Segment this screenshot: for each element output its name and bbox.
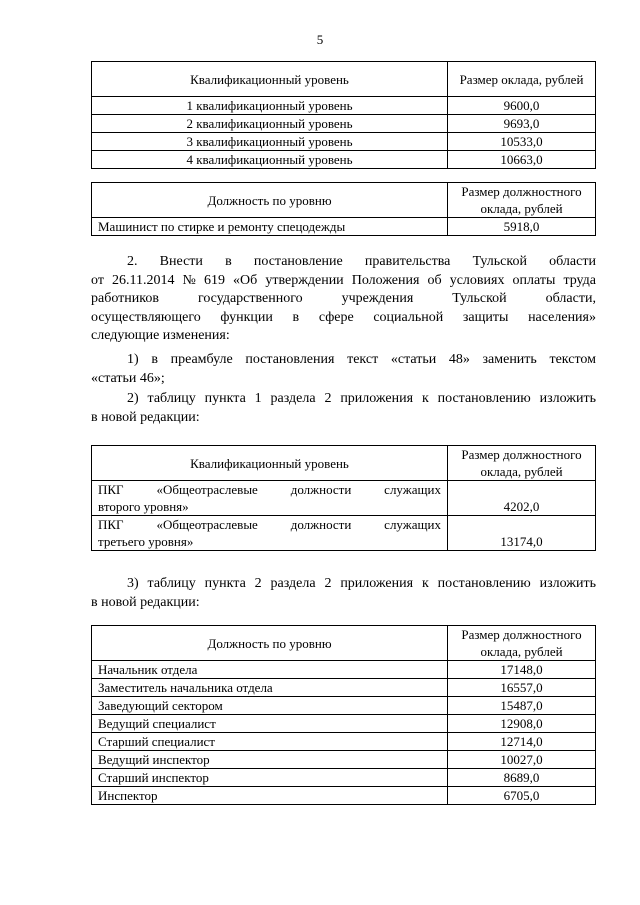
word: раздела bbox=[270, 391, 316, 406]
word: Положения bbox=[351, 272, 420, 288]
paragraph-subitem-3 bbox=[91, 575, 596, 612]
word: служащих bbox=[384, 517, 441, 532]
word: сфере bbox=[318, 309, 354, 325]
word: функции bbox=[220, 309, 273, 325]
row-value: 10027,0 bbox=[448, 751, 596, 769]
table-row bbox=[92, 769, 596, 787]
row-value: 12714,0 bbox=[448, 733, 596, 751]
word: в bbox=[151, 352, 158, 367]
row-value: 10663,0 bbox=[448, 151, 596, 169]
table-row bbox=[92, 679, 596, 697]
table-row bbox=[92, 481, 596, 516]
word: «Об bbox=[233, 272, 258, 288]
row-value: 16557,0 bbox=[448, 679, 596, 697]
row-label: 1 квалификационный уровень bbox=[92, 97, 448, 115]
text-line: в новой редакции: bbox=[91, 409, 200, 425]
word: 2 bbox=[254, 576, 262, 591]
word: области bbox=[549, 254, 596, 269]
text-line bbox=[91, 351, 596, 370]
word: области, bbox=[545, 291, 596, 306]
word: в bbox=[225, 254, 232, 269]
table-pkg-salary bbox=[91, 445, 596, 551]
text-line bbox=[91, 272, 596, 291]
row-label: Ведущий специалист bbox=[92, 715, 448, 733]
word: населения» bbox=[528, 309, 596, 325]
word: Тульской bbox=[452, 291, 507, 306]
row-value: 9693,0 bbox=[448, 115, 596, 133]
row-label: Инспектор bbox=[92, 787, 448, 805]
header-level: Квалификационный уровень bbox=[92, 62, 448, 97]
paragraph-subitem-2 bbox=[91, 390, 596, 427]
word: изложить bbox=[539, 576, 596, 591]
header-salary: Размер должностного оклада, рублей bbox=[448, 183, 596, 218]
word: пункта bbox=[204, 576, 246, 591]
header-position: Должность по уровню bbox=[92, 626, 448, 661]
row-value: 17148,0 bbox=[448, 661, 596, 679]
table-row bbox=[92, 715, 596, 733]
text-line bbox=[91, 390, 596, 409]
word: 1) bbox=[127, 352, 139, 367]
word: 3) bbox=[127, 576, 139, 591]
header-salary: Размер должностного оклада, рублей bbox=[448, 626, 596, 661]
word: таблицу bbox=[147, 391, 196, 406]
word: оплаты bbox=[512, 272, 556, 288]
word: государственного bbox=[197, 291, 303, 306]
word: изложить bbox=[539, 391, 596, 406]
word: утверждении bbox=[265, 272, 344, 288]
word: должности bbox=[290, 482, 352, 497]
word: правительства bbox=[364, 254, 451, 269]
row-value: 5918,0 bbox=[448, 218, 596, 236]
table-row bbox=[92, 516, 596, 551]
table-row bbox=[92, 115, 596, 133]
word: 26.11.2014 bbox=[112, 272, 175, 288]
word: служащих bbox=[384, 482, 441, 497]
cell-line bbox=[98, 481, 441, 498]
row-value: 4202,0 bbox=[448, 481, 596, 516]
header-position: Должность по уровню bbox=[92, 183, 448, 218]
row-label: Начальник отдела bbox=[92, 661, 448, 679]
table-row bbox=[92, 661, 596, 679]
table-header bbox=[92, 62, 596, 97]
row-label: 2 квалификационный уровень bbox=[92, 115, 448, 133]
table-row bbox=[92, 151, 596, 169]
table-row bbox=[92, 218, 596, 236]
cell-line bbox=[98, 516, 441, 533]
word: 2 bbox=[324, 576, 332, 591]
word: условиях bbox=[449, 272, 505, 288]
row-value: 12908,0 bbox=[448, 715, 596, 733]
table-header bbox=[92, 626, 596, 661]
word: заменить bbox=[482, 352, 537, 367]
word: постановлению bbox=[437, 391, 531, 406]
table-row bbox=[92, 733, 596, 751]
word: социальной bbox=[373, 309, 444, 325]
word: постановление bbox=[253, 254, 343, 269]
row-value: 10533,0 bbox=[448, 133, 596, 151]
table-row bbox=[92, 787, 596, 805]
text-line bbox=[91, 253, 596, 272]
table-row bbox=[92, 133, 596, 151]
word: раздела bbox=[270, 576, 316, 591]
header-salary: Размер оклада, рублей bbox=[448, 62, 596, 97]
text-line: следующие изменения: bbox=[91, 328, 230, 343]
word: пункта bbox=[204, 391, 246, 406]
word: «статьи bbox=[390, 352, 437, 367]
word: текст bbox=[347, 352, 379, 367]
word: к bbox=[421, 391, 429, 406]
word: ПКГ bbox=[98, 517, 124, 532]
cell-line: третьего уровня» bbox=[98, 534, 194, 549]
row-label: 4 квалификационный уровень bbox=[92, 151, 448, 169]
table-positions-salary bbox=[91, 625, 596, 805]
word: 619 bbox=[203, 272, 225, 288]
word: Внести bbox=[159, 254, 203, 269]
text-line bbox=[91, 309, 596, 328]
word: защиты bbox=[462, 309, 509, 325]
row-label: Старший инспектор bbox=[92, 769, 448, 787]
row-label: Заведующий сектором bbox=[92, 697, 448, 715]
row-label: Ведущий инспектор bbox=[92, 751, 448, 769]
word: 1 bbox=[254, 391, 262, 406]
table-position-salary bbox=[91, 182, 596, 236]
table-row bbox=[92, 97, 596, 115]
word: учреждения bbox=[341, 291, 414, 306]
word: приложения bbox=[340, 576, 414, 591]
word: к bbox=[421, 576, 429, 591]
cell-line: второго уровня» bbox=[98, 499, 189, 514]
text-line: «статьи 46»; bbox=[91, 370, 165, 386]
row-label: 3 квалификационный уровень bbox=[92, 133, 448, 151]
row-value: 8689,0 bbox=[448, 769, 596, 787]
word: 2 bbox=[324, 391, 332, 406]
word: должности bbox=[290, 517, 352, 532]
word: осуществляющего bbox=[91, 309, 201, 325]
word: в bbox=[292, 309, 300, 325]
word: труда bbox=[563, 272, 596, 288]
word: постановления bbox=[245, 352, 335, 367]
page-number: 5 bbox=[316, 32, 324, 47]
table-qualification-salary bbox=[91, 61, 596, 169]
word: № bbox=[182, 272, 196, 288]
word: Тульской bbox=[472, 254, 527, 269]
row-value: 9600,0 bbox=[448, 97, 596, 115]
paragraph-subitem-1 bbox=[91, 351, 596, 388]
paragraph-item-2 bbox=[91, 253, 596, 346]
word: постановлению bbox=[437, 576, 531, 591]
table-row bbox=[92, 751, 596, 769]
row-label: Заместитель начальника отдела bbox=[92, 679, 448, 697]
row-value: 13174,0 bbox=[448, 516, 596, 551]
word: «Общеотраслевые bbox=[156, 517, 258, 532]
row-label bbox=[92, 516, 448, 551]
text-line bbox=[91, 575, 596, 594]
word: текстом bbox=[549, 352, 596, 367]
word: таблицу bbox=[147, 576, 196, 591]
header-salary: Размер должностного оклада, рублей bbox=[448, 446, 596, 481]
text-line bbox=[91, 290, 596, 309]
header-level: Квалификационный уровень bbox=[92, 446, 448, 481]
word: 2. bbox=[127, 254, 138, 269]
text-line: в новой редакции: bbox=[91, 594, 200, 610]
table-header bbox=[92, 183, 596, 218]
row-value: 6705,0 bbox=[448, 787, 596, 805]
word: 2) bbox=[127, 391, 139, 406]
word: преамбуле bbox=[170, 352, 233, 367]
row-label: Машинист по стирке и ремонту спецодежды bbox=[92, 218, 448, 236]
word: от bbox=[91, 272, 104, 288]
table-header bbox=[92, 446, 596, 481]
row-label: Старший специалист bbox=[92, 733, 448, 751]
word: приложения bbox=[340, 391, 414, 406]
word: ПКГ bbox=[98, 482, 124, 497]
word: об bbox=[427, 272, 442, 288]
word: 48» bbox=[448, 352, 470, 367]
row-label bbox=[92, 481, 448, 516]
word: работников bbox=[91, 291, 159, 306]
table-row bbox=[92, 697, 596, 715]
word: «Общеотраслевые bbox=[156, 482, 258, 497]
row-value: 15487,0 bbox=[448, 697, 596, 715]
